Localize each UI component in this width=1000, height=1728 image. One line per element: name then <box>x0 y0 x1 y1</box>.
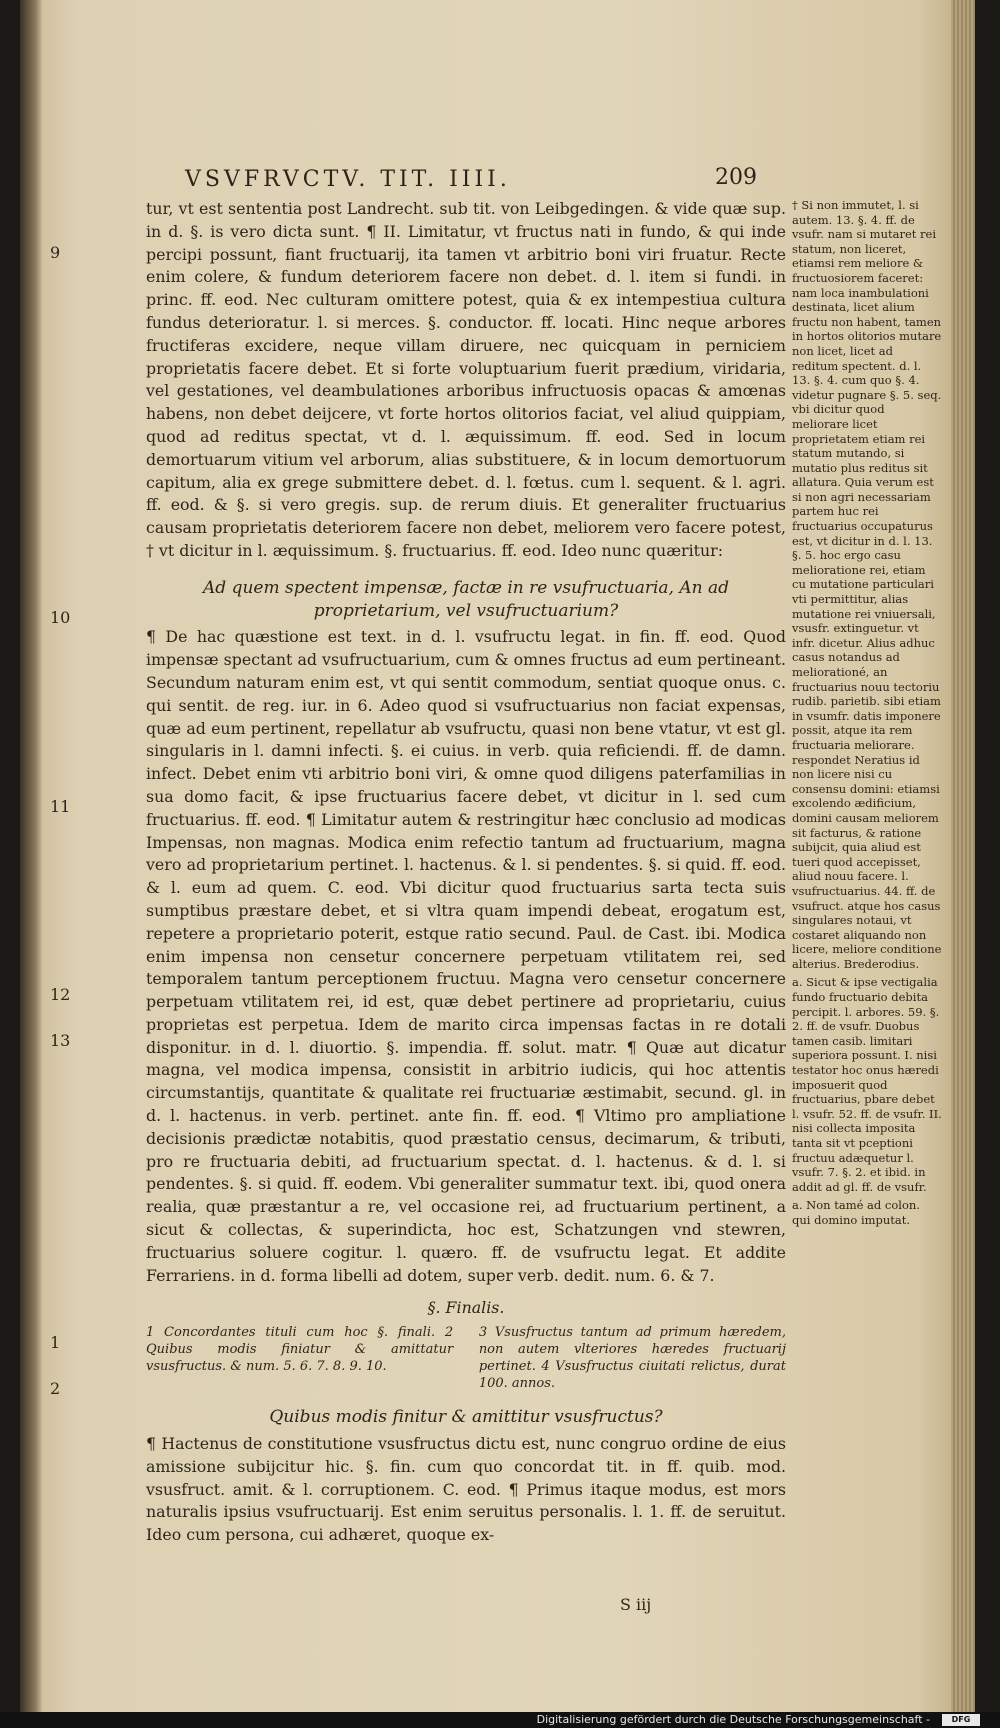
main-text-column <box>146 198 786 1547</box>
body-paragraph: ¶ De hac quæstione est text. in d. l. vsufructu legat. in fin. ff. eod. Quod impensæ spectant ad vsufructuarium, cum & omnes fructus ad eum pertineant. Secundum naturam enim est, vt qui sentit commodum, sentiat quoque onus. c. qui sentit. de reg. iur. in 6. Adeo quod si vsufructuarius non faciat expensas, quæ ad eum pertinent, repellatur ab vsufructu, quasi non bene vtatur, vt est gl. singularis in l. damni infecti. §. ei cuius. in verb. quia reficiendi. ff. de damn. infect. Debet enim vti arbitrio boni viri, & omne quod diligens paterfamilias in sua domo facit, & ipse fructuarius facere debet, vt dicitur in l. sed cum fructuarius. ff. eod. ¶ Limitatur autem & restringitur hæc conclusio ad modicas Impensas, non magnas. Modica enim refectio tantum ad fructuarium, magna vero ad proprietarium pertinet. l. hactenus. & l. si pendentes. §. si quid. ff. eod. & l. eum ad quem. C. eod. Vbi dicitur quod fructuarius sarta tecta suis sumptibus præstare debet, et si vltra quam impendi debeat, erogatum est, repetere a proprietario poterit, estque ratio secund. Paul. de Cast. ibi. Modica enim impensa non censetur concernere perpetuam vtilitatem rei, sed temporalem tantum perceptionem fructuu. Magna vero censetur concernere perpetuam vtilitatem rei, id est, quæ debet pertinere ad proprietariu, cuius proprietas est perpetua. Idem de marito circa impensas factas in re dotali disponitur. in d. l. diuortio. §. impendia. ff. solut. matr. ¶ Quæ aut dicatur magna, vel modica impensa, consistit in arbitrio iudicis, qui hoc attentis circumstantijs, quantitate & qualitate rei fructuariæ æstimabit, secund. gl. in d. l. hactenus. in verb. pertinet. ante fin. ff. eod. ¶ Vltimo pro ampliatione decisionis prædictæ notabitis, quod præstatio census, decimarum, & tributi, pro re fructuaria debiti, ad fructuarium spectat. d. l. hactenus. & d. l. si pendentes. §. si quid. ff. eodem. Vbi generaliter summatur text. ibi, quod onera realia, quæ præstantur a re, vel occasione rei, ad fructuarium pertinent, a sicut & collectas, & superindicta, hoc est, Schatzungen vnd stewren, fructuarius soluere cogitur. l. quæro. ff. de vsufructu legat. Et addite Ferrariens. in d. forma libelli ad dotem, super verb. dedit. num. 6. & 7. <box>146 627 786 1285</box>
page-header <box>185 167 785 197</box>
line-number: 11 <box>50 797 71 816</box>
section-heading: §. Finalis. <box>427 1298 505 1318</box>
line-number: 2 <box>50 1379 61 1398</box>
summary-column-left: 1 Concordantes tituli cum hoc §. finali. 2 Quibus modis finiatur & amittatur vsusfructus. & num. 5. 6. 7. 8. 9. 10. <box>146 1325 454 1375</box>
page-number: 209 <box>715 165 757 190</box>
margin-note: † Si non immutet, l. si autem. 13. §. 4. ff. de vsufr. nam si mutaret rei statum, non liceret, etiamsi rem meliore & fructuosiorem faceret: nam loca inambulationi destinata, licet alium fructu non habent, tamen in hortos olitorios mutare non licet, licet ad reditum spectent. d. l. 13. §. 4. cum quo §. 4. videtur pugnare §. 5. seq. vbi dicitur quod meliorare licet proprietatem etiam rei statum mutando, si mutatio plus reditus sit allatura. Quia verum est si non agri necessariam partem huc rei fructuarius occupaturus est, vt dicitur in d. l. 13. §. 5. hoc ergo casu melioratione rei, etiam cu mutatione particulari vti permittitur, alias mutatione rei vniuersali, vsusfr. extinguetur. vt infr. dicetur. Alius adhuc casus notandus ad meliorationé, an fructuarius nouu tectoriu rudib. parietib. sibi etiam in vsumfr. datis imponere possit, atque ita rem fructuaria meliorare. respondet Neratius id non licere nisi cu consensu domini: etiamsi excolendo ædificium, domini causam meliorem sit facturus, & ratione subijcit, quia aliud est tueri quod accepisset, aliud nouu facere. l. vsufructuarius. 44. ff. de vsufruct. atque hos casus singulares notaui, vt costaret aliquando non licere, meliore conditione alterius. Brederodius. <box>792 198 942 971</box>
line-number: 10 <box>50 608 71 627</box>
margin-note: a. Non tamé ad colon. qui domino imputat. <box>792 1198 920 1227</box>
book-gutter <box>20 0 42 1712</box>
body-paragraph: tur, vt est sententia post Landrecht. sub tit. von Leibgedingen. & vide quæ sup. in d. §. is vero dicta sunt. ¶ II. Limitatur, vt fructus nati in fundo, & qui inde percipi possunt, fiant fructuarij, ita tamen vt arbitrio boni viri fruatur. Recte enim colere, & fundum deteriorem facere non debet. d. l. item si fundi. in princ. ff. eod. Nec culturam omittere potest, quia & ex intempestiua cultura fundus deterioratur. l. si merces. §. conductor. ff. locati. Hinc neque arbores fructiferas excidere, neque villam diruere, nec quicquam in perniciem proprietatis facere debet. Et si forte voluptuarium fuerit prædium, viridaria, vel gestationes, vel deambulationes arboribus infructuosis opacas & amœnas habens, non debet deijcere, vt forte hortos olitorios faciat, vel aliud quippiam, quod ad reditus spectat, vt d. l. æquissimum. ff. eod. Sed in locum demortuarum vitium vel arborum, alias substituere, & in locum demortuorum capitum, alia ex grege submittere debet. d. l. fœtus. cum l. sequent. & l. agri. ff. eod. & §. si vero gregis. sup. de rerum diuis. Et generaliter fructuarius causam proprietatis deteriorem facere non debet, meliorem vero facere potest, † vt dicitur in l. æquissimum. §. fructuarius. ff. eod. Ideo nunc quæritur: <box>146 199 786 560</box>
question-heading: Ad quem spectent impensæ, factæ in re vsufructuaria, An ad proprietarium, vel vsufructuarium? <box>203 577 729 621</box>
page-edge <box>951 0 975 1712</box>
body-paragraph: ¶ Hactenus de constitutione vsusfructus dictu est, nunc congruo ordine de eius amissione subijcitur hic. §. fin. cum quo concordat tit. in ff. quib. mod. vsusfruct. amit. & l. corruptionem. C. eod. ¶ Primus itaque modus, est mors naturalis ipsius vsufructuarij. Est enim seruitus personalis. l. 1. ff. de seruitut. Ideo cum persona, cui adhæret, quoque ex- <box>146 1434 786 1545</box>
dfg-logo-icon: DFG <box>942 1714 980 1726</box>
line-number: 13 <box>50 1031 71 1050</box>
book-page <box>20 0 975 1712</box>
summary-list <box>146 1324 786 1392</box>
line-number: 1 <box>50 1333 61 1352</box>
footer-credit: Digitalisierung gefördert durch die Deutsche Forschungsgemeinschaft - <box>536 1713 930 1726</box>
line-number: 9 <box>50 243 61 262</box>
question-heading: Quibus modis finitur & amittitur vsusfructus? <box>269 1407 663 1428</box>
margin-note: a. Sicut & ipse vectigalia fundo fructuario debita percipit. l. arbores. 59. §. 2. ff. de vsufr. Duobus tamen casib. limitari superiora possunt. I. nisi testator hoc onus hæredi imposuerit quod fructuarius, pbare debet l. vsufr. 52. ff. de vsufr. II. nisi collecta imposita tanta sit vt pceptioni fructuu adæquetur l. vsufr. 7. §. 2. et ibid. in addit ad gl. ff. de vsufr. <box>792 975 942 1194</box>
digitization-footer <box>0 1712 1000 1728</box>
signature-mark: S iij <box>620 1595 652 1614</box>
margin-notes-column <box>792 198 942 1232</box>
running-title: VSVFRVCTV. TIT. IIII. <box>185 167 511 192</box>
line-number: 12 <box>50 985 71 1004</box>
summary-column-right: 3 Vsusfructus tantum ad primum hæredem, non autem vlteriores hæredes fructuarij pertinet. 4 Vsusfructus ciuitati relictus, durat 100. annos. <box>478 1325 786 1392</box>
